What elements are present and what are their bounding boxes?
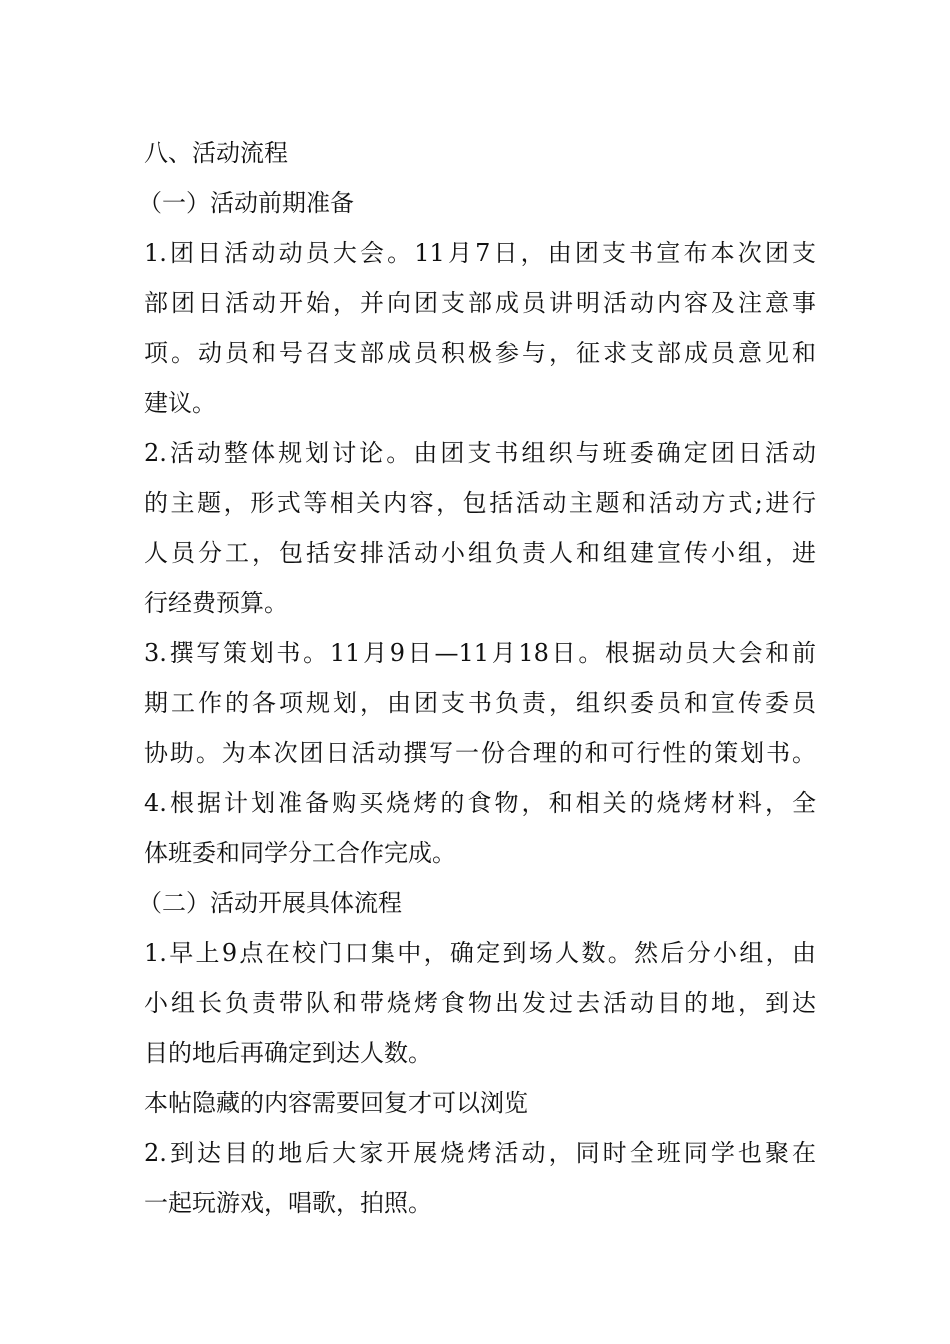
document-body [138, 128, 816, 1228]
paragraph-line: 协助。为本次团日活动撰写一份合理的和可行性的策划书。 [144, 739, 816, 767]
paragraph-line: 的主题，形式等相关内容，包括活动主题和活动方式;进行 [144, 489, 816, 517]
subsection-heading: （一）活动前期准备 [138, 189, 354, 217]
paragraph-line: 建议。 [144, 389, 216, 417]
paragraph-line: 1.早上9点在校门口集中，确定到场人数。然后分小组，由 [144, 939, 816, 967]
paragraph-line: 行经费预算。 [144, 589, 288, 617]
subsection-heading: （二）活动开展具体流程 [138, 889, 402, 917]
paragraph-line: 3.撰写策划书。11月9日—11月18日。根据动员大会和前 [144, 639, 816, 667]
paragraph-line: 2.活动整体规划讨论。由团支书组织与班委确定团日活动 [144, 439, 816, 467]
paragraph-line: 部团日活动开始，并向团支部成员讲明活动内容及注意事 [144, 289, 816, 317]
paragraph-line: 项。动员和号召支部成员积极参与，征求支部成员意见和 [144, 339, 816, 367]
paragraph-line: 期工作的各项规划，由团支书负责，组织委员和宣传委员 [144, 689, 816, 717]
paragraph-line: 2.到达目的地后大家开展烧烤活动，同时全班同学也聚在 [144, 1139, 816, 1167]
paragraph-line: 4.根据计划准备购买烧烤的食物，和相关的烧烤材料，全 [144, 789, 816, 817]
hidden-content-notice: 本帖隐藏的内容需要回复才可以浏览 [144, 1089, 528, 1117]
paragraph-line: 一起玩游戏，唱歌，拍照。 [144, 1189, 432, 1217]
paragraph-line: 人员分工，包括安排活动小组负责人和组建宣传小组，进 [144, 539, 816, 567]
section-heading: 八、活动流程 [144, 139, 288, 167]
paragraph-line: 体班委和同学分工合作完成。 [144, 839, 456, 867]
paragraph-line: 目的地后再确定到达人数。 [144, 1039, 432, 1067]
paragraph-line: 1.团日活动动员大会。11月7日，由团支书宣布本次团支 [144, 239, 816, 267]
paragraph-line: 小组长负责带队和带烧烤食物出发过去活动目的地，到达 [144, 989, 816, 1017]
